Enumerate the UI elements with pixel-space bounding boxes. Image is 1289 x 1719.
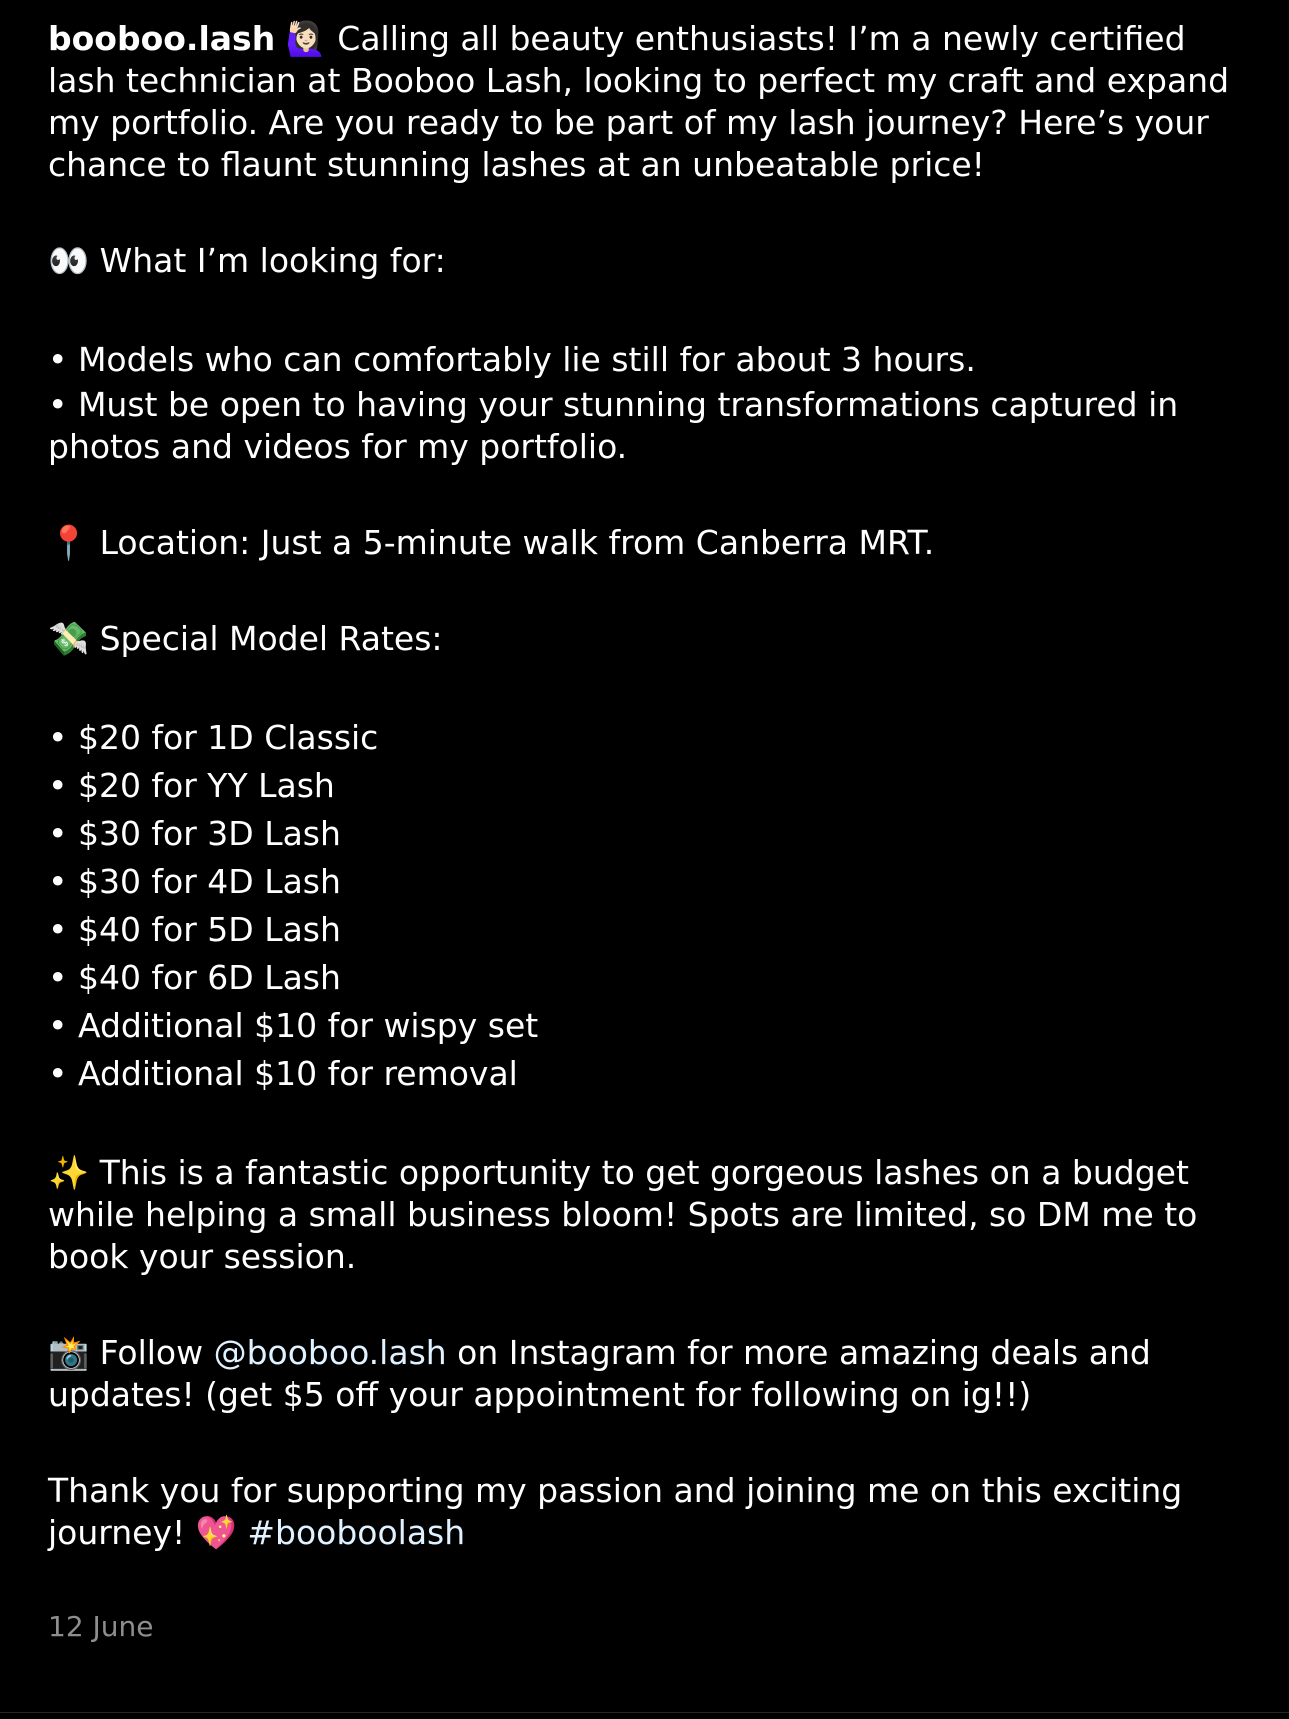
follow-prefix: Follow xyxy=(99,1333,204,1372)
follow-suffix: on Instagram for more amazing deals and updates! (get $5 off your appointment for following on ig!!) xyxy=(48,1333,1151,1414)
requirement-item: • Must be open to having your stunning transformations captured in photos and videos for my portfolio. xyxy=(48,385,1179,466)
follow-paragraph xyxy=(48,1332,1248,1416)
rate-item: • $30 for 4D Lash xyxy=(48,862,341,901)
money-wings-emoji-icon: 💸 xyxy=(48,619,90,658)
intro-text: Calling all beauty enthusiasts! I’m a newly certified lash technician at Booboo Lash, looking to perfect my craft and expand my portfolio. Are you ready to be part of my lash journey? Here’s your chance to flaunt stunning lashes at an unbeatable price! xyxy=(48,19,1230,184)
divider xyxy=(0,1712,1289,1713)
rates-heading-text: Special Model Rates: xyxy=(99,619,443,658)
looking-for-heading xyxy=(48,240,1248,282)
location-text: Location: Just a 5-minute walk from Canberra MRT. xyxy=(99,523,935,562)
hashtag-link[interactable]: #booboolash xyxy=(247,1513,466,1552)
post-caption xyxy=(48,18,1248,1554)
rate-item: • $40 for 6D Lash xyxy=(48,958,341,997)
rate-item: • Additional $10 for wispy set xyxy=(48,1006,539,1045)
location-line xyxy=(48,522,1248,564)
rate-item: • $30 for 3D Lash xyxy=(48,814,341,853)
looking-for-text: What I’m looking for: xyxy=(99,241,446,280)
raising-hand-emoji-icon: 🙋🏻‍♀️ xyxy=(285,19,327,58)
rate-item: • Additional $10 for removal xyxy=(48,1054,518,1093)
pin-emoji-icon: 📍 xyxy=(48,523,90,562)
requirement-item: • Models who can comfortably lie still for about 3 hours. xyxy=(48,340,976,379)
sparkling-heart-emoji-icon: 💖 xyxy=(195,1513,237,1552)
opportunity-paragraph xyxy=(48,1152,1248,1278)
camera-flash-emoji-icon: 📸 xyxy=(48,1333,90,1372)
rates-heading xyxy=(48,618,1248,660)
eyes-emoji-icon: 👀 xyxy=(48,241,90,280)
username-link[interactable]: booboo.lash xyxy=(48,19,276,58)
rate-item: • $20 for YY Lash xyxy=(48,766,335,805)
rate-item: • $20 for 1D Classic xyxy=(48,718,379,757)
mention-link[interactable]: @booboo.lash xyxy=(213,1333,447,1372)
thanks-paragraph xyxy=(48,1470,1248,1554)
caption-intro xyxy=(48,18,1248,186)
thanks-text: Thank you for supporting my passion and joining me on this exciting journey! xyxy=(48,1471,1183,1552)
sparkles-emoji-icon: ✨ xyxy=(48,1153,90,1192)
post-date: 12 June xyxy=(48,1610,154,1643)
opportunity-text: This is a fantastic opportunity to get gorgeous lashes on a budget while helping a small business bloom! Spots are limited, so DM me to book your session. xyxy=(48,1153,1198,1276)
rate-item: • $40 for 5D Lash xyxy=(48,910,341,949)
